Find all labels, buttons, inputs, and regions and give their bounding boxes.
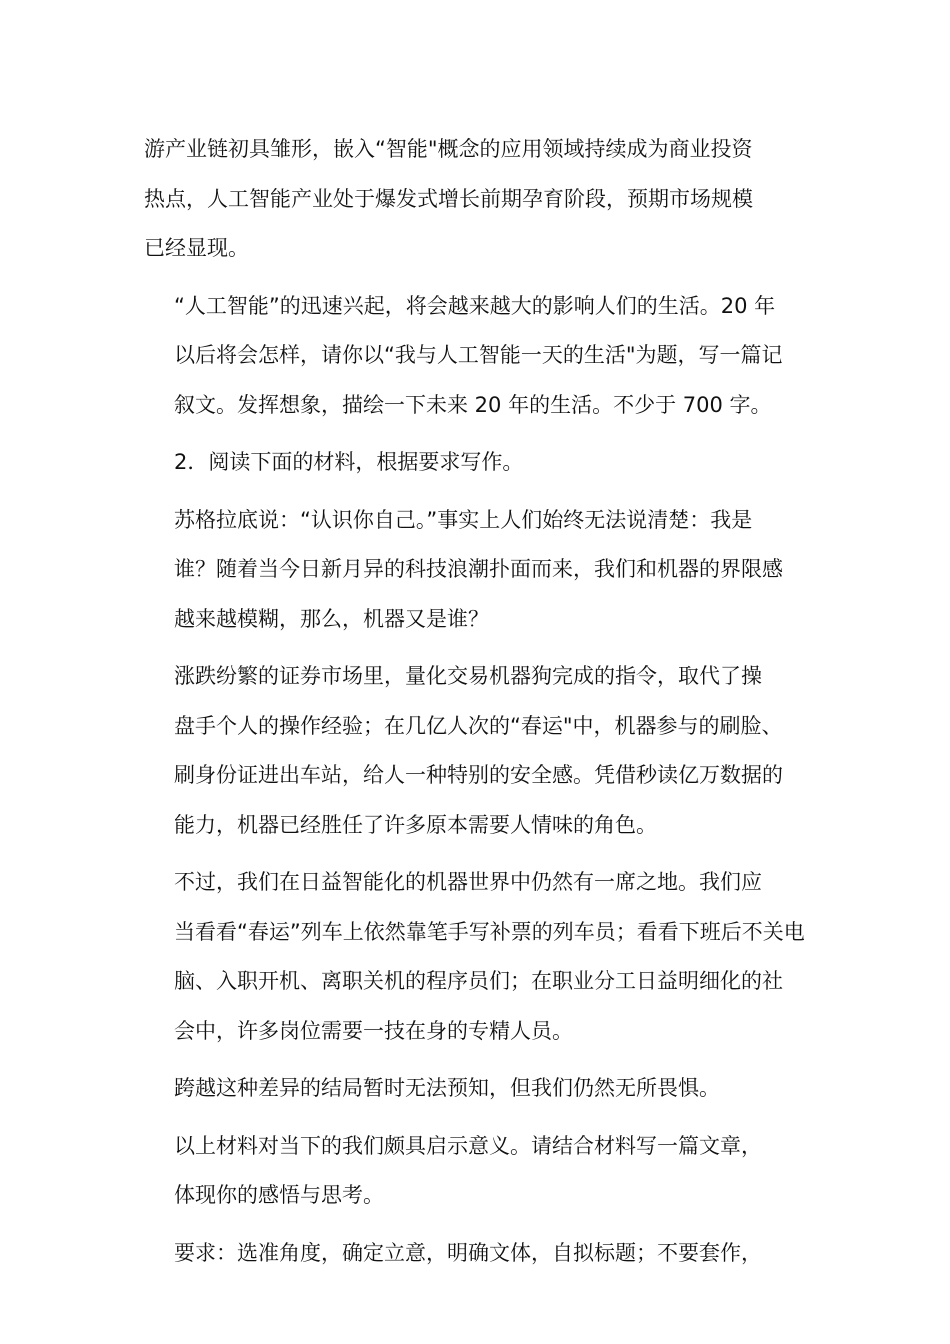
text-line: 2．阅读下面的材料，根据要求写作。 — [174, 450, 524, 474]
document-body — [144, 125, 808, 1286]
text-line: 游产业链初具雏形，嵌入“智能"概念的应用领域持续成为商业投资 — [144, 137, 753, 161]
text-line: 涨跌纷繁的证券市场里，量化交易机器狗完成的指令，取代了操 — [174, 664, 762, 688]
text-line: 叙文。发挥想象，描绘一下未来 20 年的生活。不少于 700 字。 — [174, 392, 772, 417]
text-line: 能力，机器已经胜任了许多原本需要人情味的角色。 — [174, 812, 657, 837]
text-line: 以上材料对当下的我们颇具启示意义。请结合材料写一篇文章， — [174, 1133, 762, 1158]
text-line: 盘手个人的操作经验；在几亿人次的“春运"中，机器参与的刷脸、 — [174, 713, 783, 738]
text-line: 以后将会怎样，请你以“我与人工智能一天的生活"为题，写一篇记 — [174, 343, 783, 367]
paragraph-task — [144, 1122, 808, 1221]
paragraph-socrates — [144, 496, 808, 645]
text-line: 苏格拉底说：“认识你自己。”事实上人们始终无法说清楚：我是 — [174, 507, 753, 532]
text-line: 当看看“春运”列车上依然靠笔手写补票的列车员；看看下班后不关电 — [174, 919, 805, 944]
text-line: 不过，我们在日益智能化的机器世界中仍然有一席之地。我们应 — [174, 870, 762, 894]
text-line: 跨越这种差异的结局暂时无法预知，但我们仍然无所畏惧。 — [174, 1076, 720, 1100]
text-line: 谁？随着当今日新月异的科技浪潮扑面而来，我们和机器的界限感 — [174, 557, 783, 581]
paragraph-intro-continuation — [144, 125, 808, 274]
text-line: 会中，许多岗位需要一技在身的专精人员。 — [174, 1018, 573, 1043]
paragraph-requirements — [144, 1229, 808, 1279]
text-line: 脑、入职开机、离职关机的程序员们；在职业分工日益明细化的社 — [174, 969, 783, 993]
paragraph-human-roles — [144, 858, 808, 1056]
question-heading — [144, 438, 808, 488]
paragraph-stock-market — [144, 652, 808, 850]
text-line: 刷身份证进出车站，给人一种特别的安全感。凭借秒读亿万数据的 — [174, 763, 783, 787]
text-line: “人工智能”的迅速兴起，将会越来越大的影响人们的生活。20 年 — [174, 293, 776, 318]
text-line: 已经显现。 — [144, 236, 249, 260]
text-line: 热点，人工智能产业处于爆发式增长前期孕育阶段，预期市场规模 — [144, 186, 753, 211]
text-line: 越来越模糊，那么，机器又是谁？ — [174, 606, 489, 631]
text-line: 体现你的感悟与思考。 — [174, 1183, 384, 1207]
paragraph-writing-prompt — [144, 282, 808, 431]
text-line: 要求：选准角度，确定立意，明确文体，自拟标题；不要套作， — [174, 1240, 762, 1265]
paragraph-fearless — [144, 1064, 808, 1114]
